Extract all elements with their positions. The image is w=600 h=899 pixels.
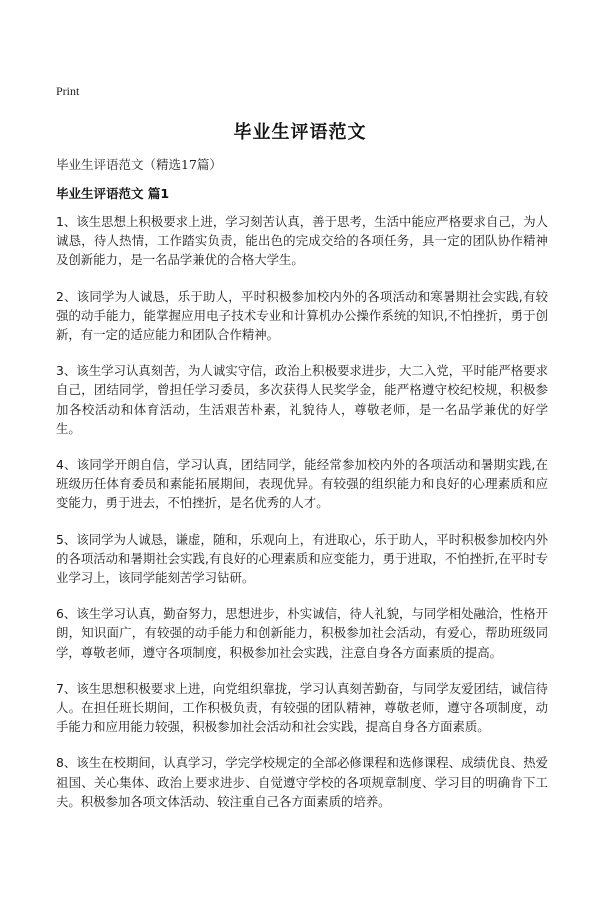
document-body [56, 212, 548, 828]
document-subtitle: 毕业生评语范文（精选17篇） [56, 157, 222, 172]
paragraph-5: 5、该同学为人诚恳，谦虚，随和，乐观向上，有进取心，乐于助人，平时积极参加校内外的各项活动和暑期社会实践,有良好的心理素质和应变能力，勇于进取，不怕挫折,在平时专业学习上，该同学能刻苦学习钻研。 [56, 531, 548, 586]
paragraph-7: 7、该生思想积极要求上进，向党组织靠拢，学习认真刻苦勤奋，与同学友爱团结，诚信待人。在担任班长期间，工作积极负责，有较强的团队精神，尊敬老师，遵守各项制度，动手能力和应用能力较强，积极参加社会活动和社会实践，提高自身各方面素质。 [56, 680, 548, 735]
section-heading: 毕业生评语范文 篇1 [56, 186, 170, 201]
paragraph-1: 1、该生思想上积极要求上进，学习刻苦认真，善于思考，生活中能应严格要求自己，为人诚恳，待人热情，工作踏实负责，能出色的完成交给的各项任务，具一定的团队协作精神及创新能力，是一名品学兼优的合格大学生。 [56, 214, 548, 268]
paragraph-6: 6、该生学习认真，勤奋努力，思想进步，朴实诚信，待人礼貌，与同学相处融洽，性格开朗，知识面广，有较强的动手能力和创新能力，积极参加社会活动，有爱心，帮助班级同学，尊敬老师，遵守各项制度，积极参加社会实践，注意自身各方面素质的提高。 [56, 606, 548, 660]
paragraph-4: 4、该同学开朗自信，学习认真，团结同学，能经常参加校内外的各项活动和暑期实践,在班级历任体育委员和素能拓展期间，表现优异。有较强的组织能力和良好的心理素质和应变能力，勇于进去，不怕挫折，是名优秀的人才。 [56, 457, 548, 511]
paragraph-2: 2、该同学为人诚恳，乐于助人，平时积极参加校内外的各项活动和寒暑期社会实践,有较强的动手能力，能掌握应用电子技术专业和计算机办公操作系统的知识,不怕挫折，勇于创新，有一定的适应能力和团队合作精神。 [56, 288, 548, 343]
paragraph-3: 3、该生学习认真刻苦，为人诚实守信，政治上积极要求进步，大二入党，平时能严格要求自己，团结同学，曾担任学习委员，多次获得人民奖学金，能严格遵守校纪校规，积极参加各校活动和体育活动，生活艰苦朴素，礼貌待人，尊敬老师，是一名品学兼优的好学生。 [56, 363, 548, 436]
print-label: Print [56, 84, 80, 98]
paragraph-8: 8、该生在校期间，认真学习，学完学校规定的全部必修课程和选修课程、成绩优良、热爱祖国、关心集体、政治上要求进步、自觉遵守学校的各项规章制度、学习目的明确肯下工夫。积极参加各项文体活动、较注重自己各方面素质的培养。 [56, 755, 548, 809]
document-title: 毕业生评语范文 [233, 122, 367, 143]
